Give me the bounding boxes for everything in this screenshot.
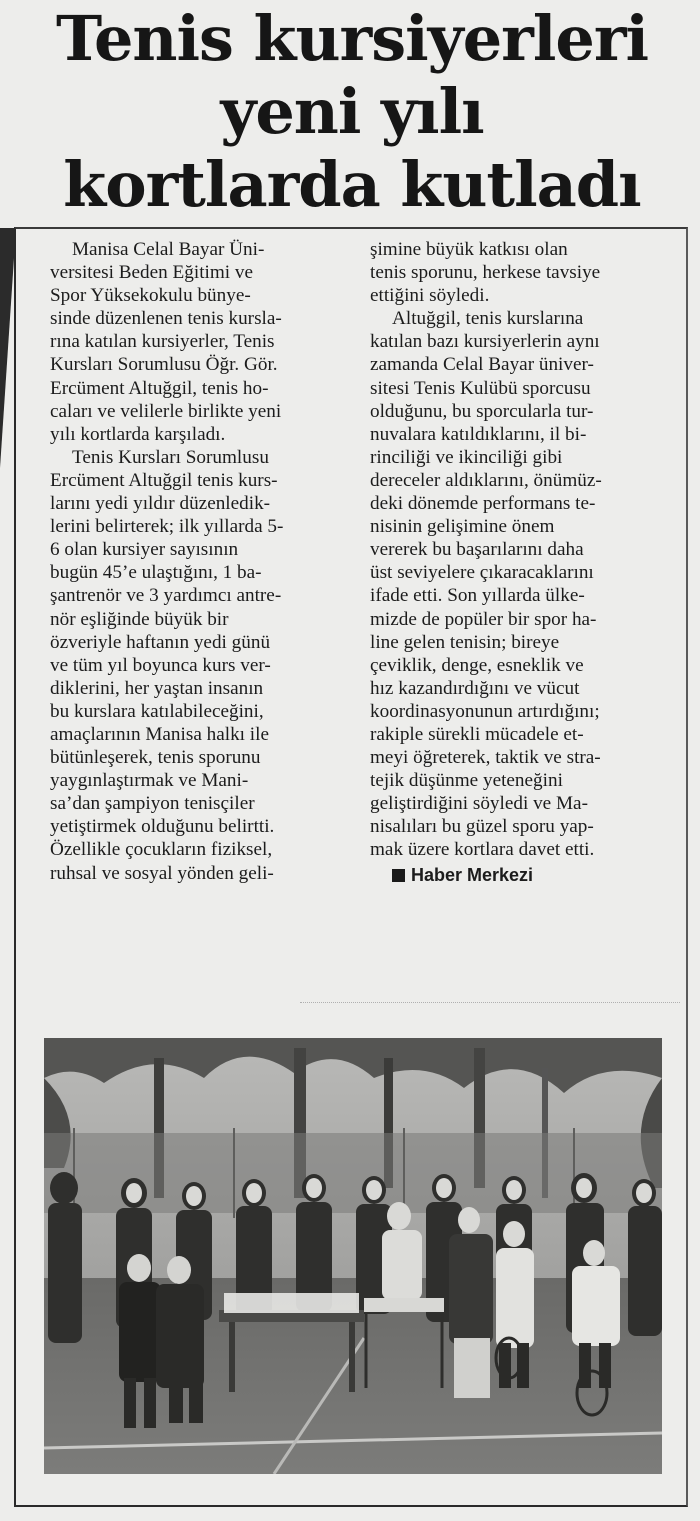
article-line: lerini belirterek; ilk yıllarda 5- <box>50 516 284 538</box>
article-line: nuvalara katıldıklarını, il bi- <box>370 423 587 445</box>
article-line: tejik düşünme yeteneğini <box>370 770 563 792</box>
article-line: hız kazandırdığını ve vücut <box>370 677 580 699</box>
article-column-2 <box>370 238 666 887</box>
article-line: Spor Yüksekokulu bünye- <box>50 285 251 307</box>
article-line: sinde düzenlenen tenis kursla- <box>50 308 282 330</box>
article-line: Ercüment Altuğgil, tenis ho- <box>50 377 269 399</box>
article-line: Ercüment Altuğgil tenis kurs- <box>50 469 278 491</box>
article-line: bu kurslara katılabileceğini, <box>50 700 264 722</box>
article-line: özveriyle haftanın yedi günü <box>50 631 271 653</box>
article-line: meyi öğreterek, taktik ve stra- <box>370 747 601 769</box>
article-line: 6 olan kursiyer sayısının <box>50 539 239 561</box>
column-2-lines <box>370 238 666 862</box>
article-line: ifade etti. Son yıllarda ülke- <box>370 585 585 607</box>
headline <box>14 0 690 226</box>
group-photo <box>44 1038 662 1474</box>
article-line: vererek bu başarılarını daha <box>370 539 584 561</box>
article-line: geliştirdiğini söyledi ve Ma- <box>370 793 588 815</box>
article-line: diklerini, her yaştan insanın <box>50 677 264 699</box>
article-line: caları ve velilerle birlikte yeni <box>50 400 282 422</box>
article-line: rakiple sürekli mücadele et- <box>370 723 584 745</box>
article-line: şantrenör ve 3 yardımcı antre- <box>50 585 282 607</box>
article-line: Tenis Kursları Sorumlusu <box>72 446 269 468</box>
square-bullet-icon <box>392 869 405 882</box>
article-line: deki dönemde performans te- <box>370 493 596 515</box>
article-line: ve tüm yıl boyunca kurs ver- <box>50 654 271 676</box>
article-line: çeviklik, denge, esneklik ve <box>370 654 584 676</box>
article-line: tenis sporunu, herkese tavsiye <box>370 262 601 284</box>
article-line: nisinin gelişimine önem <box>370 516 555 538</box>
article-line: Manisa Celal Bayar Üni- <box>72 239 265 260</box>
article-line: dereceler aldıklarını, önümüz- <box>370 469 602 491</box>
article-line: ruhsal ve sosyal yönden geli- <box>50 862 274 884</box>
byline <box>370 864 666 887</box>
byline-text: Haber Merkezi <box>411 864 534 885</box>
article-line: bütünleşerek, tenis sporunu <box>50 747 261 769</box>
article-line: zamanda Celal Bayar üniver- <box>370 354 594 376</box>
article-line: yılı kortlarda karşıladı. <box>50 423 226 445</box>
article-line: ettiğini söyledi. <box>370 285 490 307</box>
article-line: versitesi Beden Eğitimi ve <box>50 262 254 284</box>
article-line: olduğunu, bu sporcularla tur- <box>370 400 594 422</box>
headline-line: Tenis kursiyerleri <box>55 2 649 75</box>
article-line: koordinasyonunun artırdığını; <box>370 700 600 722</box>
headline-line: yeni yılı <box>220 75 484 148</box>
article-line: amaçlarının Manisa halkı ile <box>50 723 269 745</box>
group-photo-illustration <box>44 1038 662 1474</box>
article-line: bugün 45’e ulaştığını, 1 ba- <box>50 562 262 584</box>
article-line: mizde de popüler bir spor ha- <box>370 608 597 630</box>
article-line: nör eşliğinde büyük bir <box>50 608 229 630</box>
article-line: şimine büyük katkısı olan <box>370 239 568 260</box>
article-line: rına katılan kursiyerler, Tenis <box>50 331 275 353</box>
article-line: yaygınlaştırmak ve Mani- <box>50 770 249 792</box>
article-line: sitesi Tenis Kulübü sporcusu <box>370 377 591 399</box>
article-line: larını yedi yıldır düzenledik- <box>50 493 271 515</box>
article-line: üst seviyelere çıkaracaklarını <box>370 562 594 584</box>
article-line: sa’dan şampiyon tenisçiler <box>50 793 255 815</box>
article-line: Altuğgil, tenis kurslarına <box>392 308 584 330</box>
article-line: katılan bazı kursiyerlerin aynı <box>370 331 600 353</box>
dotted-divider <box>300 1002 680 1003</box>
article-line: mak üzere kortlara davet etti. <box>370 839 595 861</box>
article-line: rinciliği ve ikinciliği gibi <box>370 446 563 468</box>
article-line: yetiştirmek olduğunu belirtti. <box>50 816 275 838</box>
headline-line: kortlarda kutladı <box>63 148 641 221</box>
article-line: Kursları Sorumlusu Öğr. Gör. <box>50 354 278 376</box>
article-line: line gelen tenisin; bireye <box>370 631 560 653</box>
article-column-1 <box>50 238 350 885</box>
article-line: nisalıları bu güzel sporu yap- <box>370 816 594 838</box>
article-line: Özellikle çocukların fiziksel, <box>50 839 273 861</box>
